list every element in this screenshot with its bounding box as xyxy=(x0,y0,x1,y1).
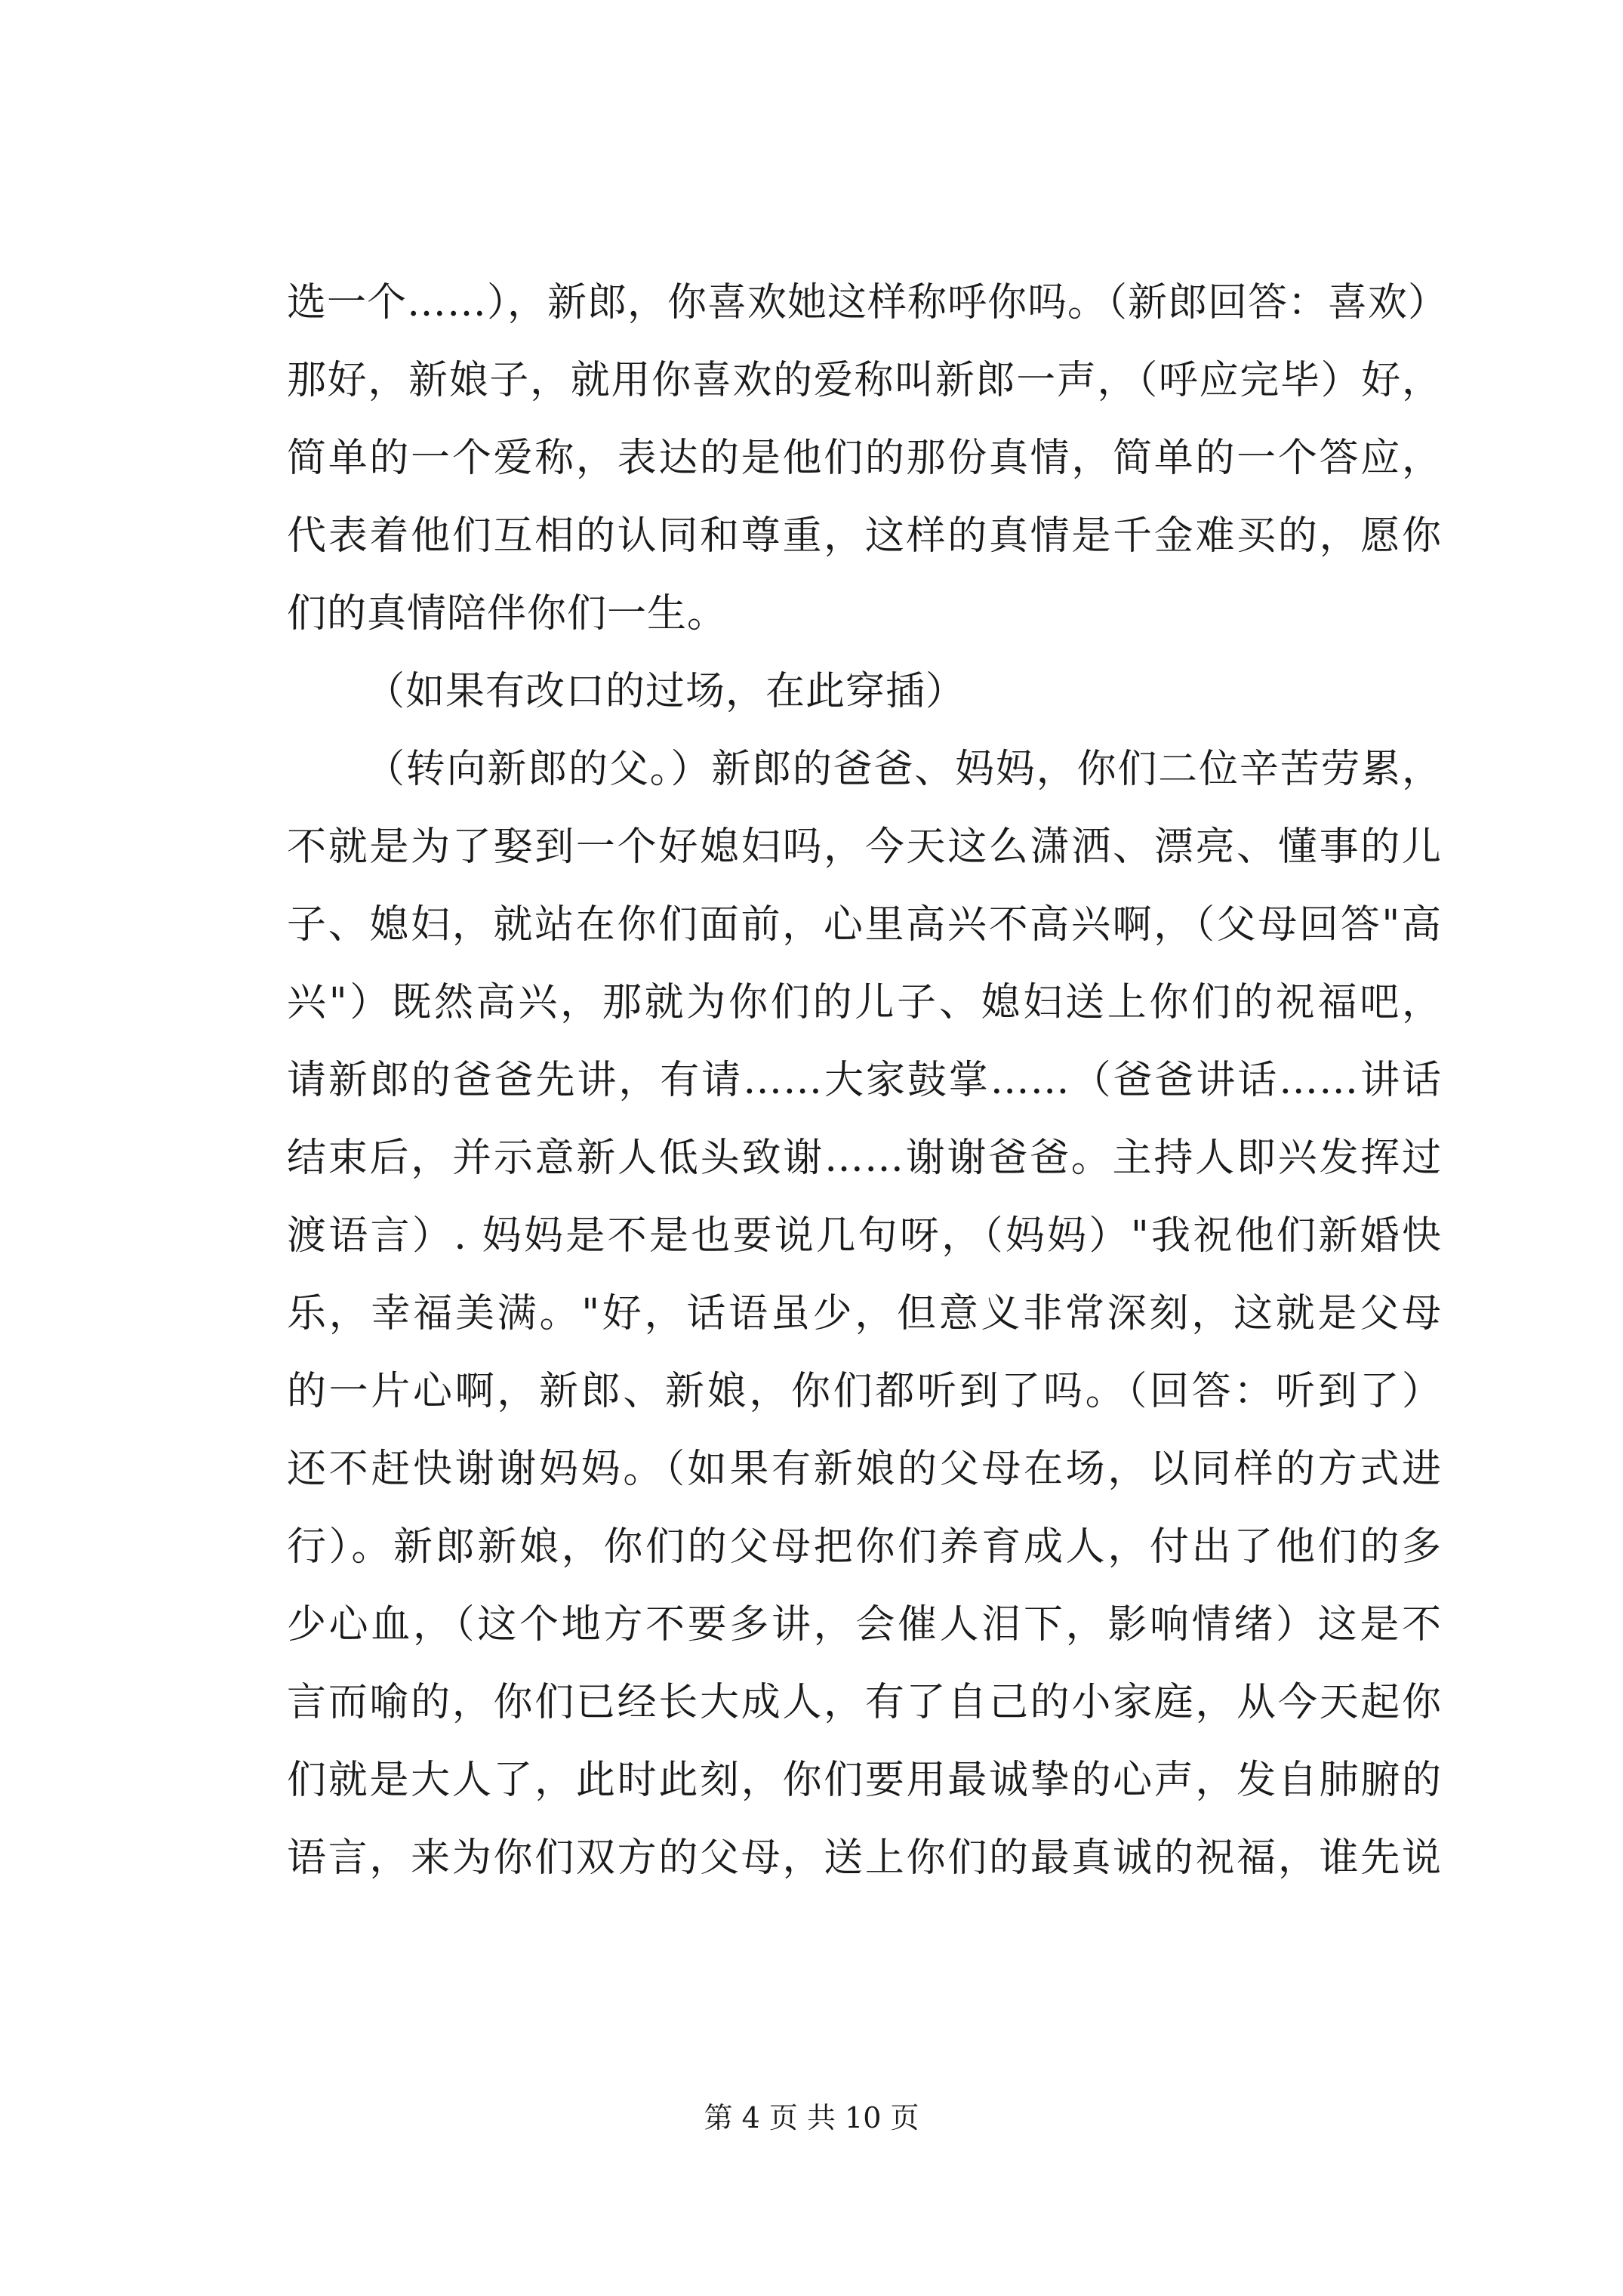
text-line: 子、媳妇，就站在你们面前，心里高兴不高兴啊，（父母回答"高 xyxy=(287,902,1442,948)
text-line: （如果有改口的过场，在此穿插） xyxy=(365,669,966,714)
text-line: 言而喻的，你们已经长大成人，有了自己的小家庭，从今天起你 xyxy=(287,1680,1442,1725)
text-line: 还不赶快谢谢妈妈。（如果有新娘的父母在场，以同样的方式进 xyxy=(287,1447,1442,1492)
text-line: 兴"）既然高兴，那就为你们的儿子、媳妇送上你们的祝福吧， xyxy=(287,980,1442,1025)
text-line: 渡语言）. 妈妈是不是也要说几句呀，（妈妈）"我祝他们新婚快 xyxy=(287,1213,1442,1259)
text-line: 简单的一个爱称，表达的是他们的那份真情，简单的一个答应， xyxy=(287,436,1442,481)
text-line: 语言，来为你们双方的父母，送上你们的最真诚的祝福，谁先说 xyxy=(287,1835,1442,1881)
body-text xyxy=(287,264,1449,1897)
text-line: 代表着他们互相的认同和尊重，这样的真情是千金难买的，愿你 xyxy=(287,513,1442,559)
text-line: 结束后，并示意新人低头致谢……谢谢爸爸。主持人即兴发挥过 xyxy=(287,1136,1442,1181)
text-line: 们就是大人了，此时此刻，你们要用最诚挚的心声，发自肺腑的 xyxy=(287,1758,1442,1803)
text-line: 不就是为了娶到一个好媳妇吗，今天这么潇洒、漂亮、懂事的儿 xyxy=(287,824,1442,870)
text-line: 请新郎的爸爸先讲，有请……大家鼓掌……（爸爸讲话……讲话 xyxy=(287,1058,1442,1103)
text-line: 那好，新娘子，就用你喜欢的爱称叫新郎一声，（呼应完毕）好， xyxy=(287,358,1442,403)
text-line: 少心血，（这个地方不要多讲，会催人泪下，影响情绪）这是不 xyxy=(287,1602,1442,1647)
text-line: 选一个……），新郎，你喜欢她这样称呼你吗。（新郎回答：喜欢） xyxy=(287,280,1449,325)
text-line: 乐，幸福美满。"好，话语虽少，但意义非常深刻，这就是父母 xyxy=(287,1291,1442,1336)
text-line: 的一片心啊，新郎、新娘，你们都听到了吗。（回答：听到了） xyxy=(287,1369,1442,1414)
text-line: 们的真情陪伴你们一生。 xyxy=(287,591,728,636)
page-footer: 第 4 页 共 10 页 xyxy=(704,2101,919,2134)
text-line: （转向新郎的父。）新郎的爸爸、妈妈，你们二位辛苦劳累， xyxy=(365,747,1442,792)
text-line: 行）。新郎新娘，你们的父母把你们养育成人，付出了他们的多 xyxy=(287,1524,1442,1570)
